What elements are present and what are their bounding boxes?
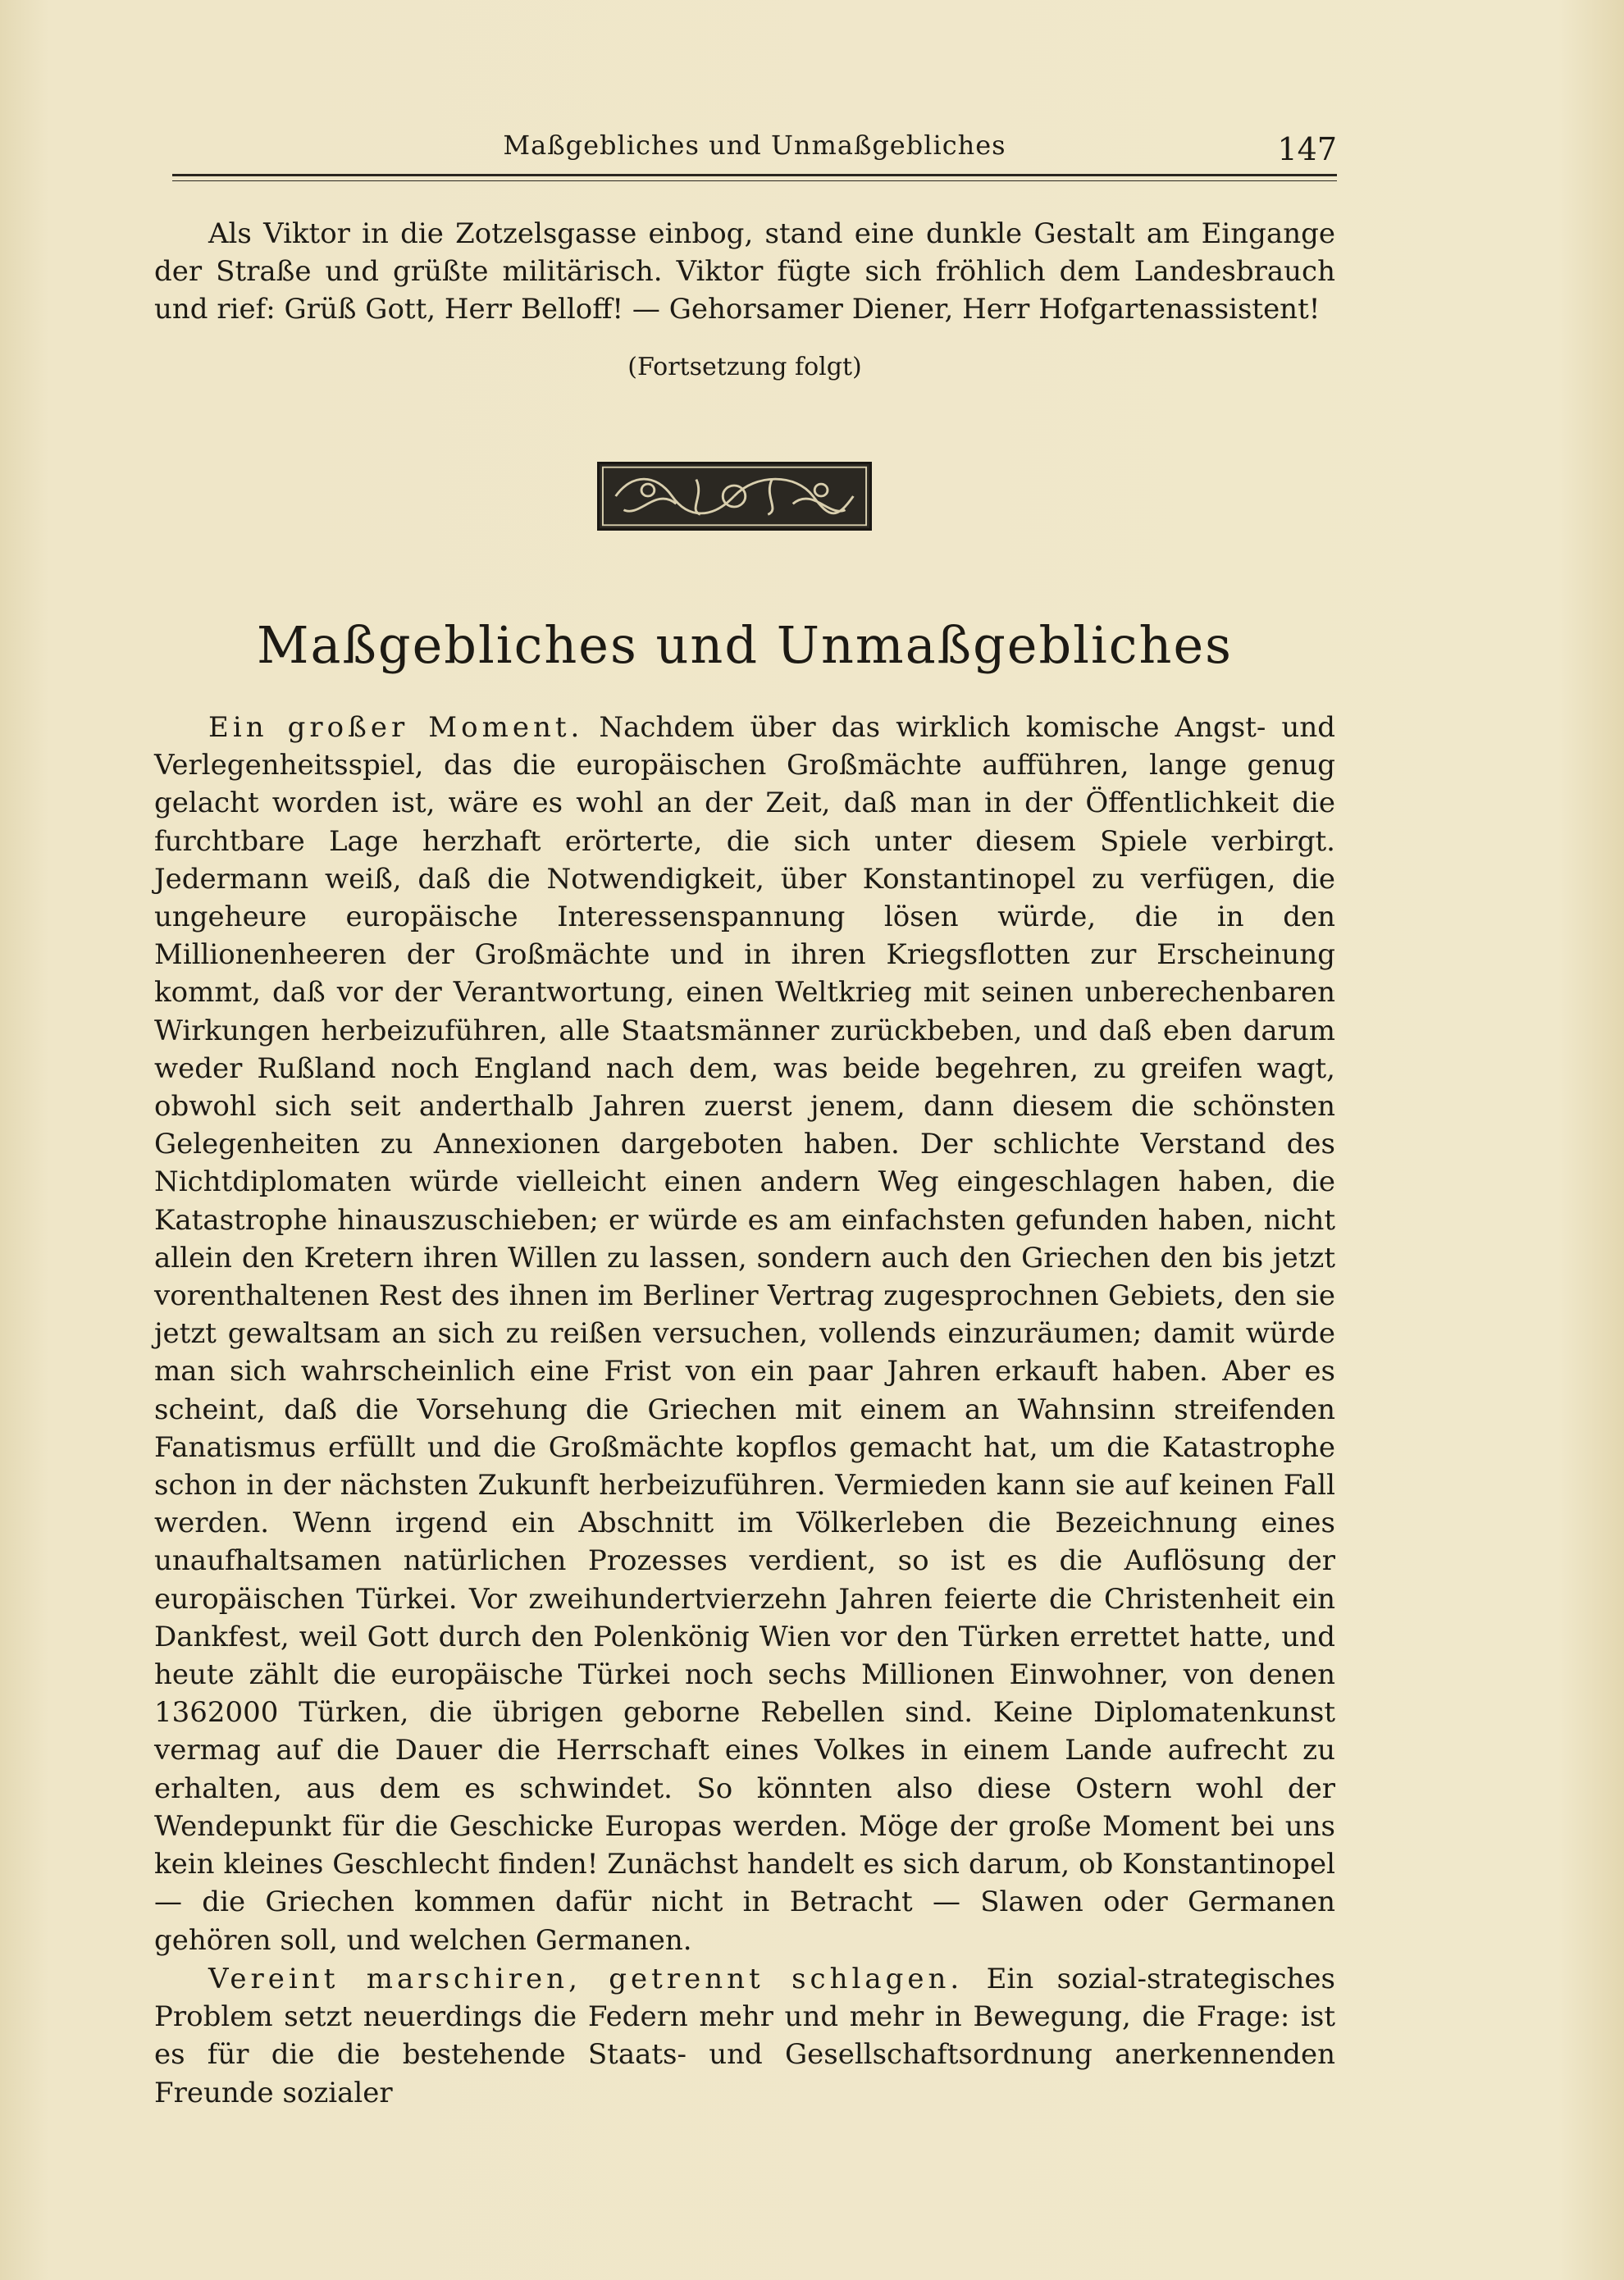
header-rule-thin <box>172 180 1337 181</box>
paragraph-lead-1: Ein großer Moment. <box>208 711 584 744</box>
article-title: Maßgebliches und Unmaßgebliches <box>257 615 1233 675</box>
article-paragraph-1 <box>154 709 1335 1959</box>
running-title: Maßgebliches und Unmaßgebliches <box>503 130 1006 161</box>
page-number: 147 <box>1277 131 1337 167</box>
continuation-note: (Fortsetzung folgt) <box>627 353 862 381</box>
paragraph-lead-2: Vereint marschiren, getrennt schlagen. <box>208 1963 964 1995</box>
continued-paragraph: Als Viktor in die Zotzelsgasse einbog, stand eine dunkle Gestalt am Eingange der Straße und grüßte militärisch. Viktor fügte sich fröhlich dem Landesbrauch und rief: Grüß Gott, Herr Belloff! — Gehorsamer Diener, Herr Hofgartenassistent! <box>154 217 1335 326</box>
ornamental-vignette-icon <box>597 462 872 531</box>
paragraph-body-2: Ein sozial-strategisches Problem setzt neuerdings die Federn mehr und mehr in Bewegung, die Frage: ist es für die die bestehende Staats- und Gesellschaftsordnung anerkennenden Freunde sozialer <box>154 1963 1335 2109</box>
article-paragraph-2 <box>154 1960 1335 2112</box>
page-header <box>172 123 1337 172</box>
header-rule-thick <box>172 174 1337 176</box>
paragraph-body-1: Nachdem über das wirklich komische Angst- und Verlegenheitsspiel, das die europäischen Großmächte aufführen, lange genug gelacht worden ist, wäre es wohl an der Zeit, daß man in der Öffentlichkeit die furchtbare Lage herzhaft erörterte, die sich unter diesem Spiele verbirgt. Jedermann weiß, daß die Notwendigkeit, über Konstantinopel zu verfügen, die ungeheure europäische Interessenspannung lösen würde, die in den Millionenheeren der Großmächte und in ihren Kriegsflotten zur Erscheinung kommt, daß vor der Verantwortung, einen Weltkrieg mit seinen unberechenbaren Wirkungen herbeizuführen, alle Staatsmänner zurückbeben, und daß eben darum weder Rußland noch England nach dem, was beide begehren, zu greifen wagt, obwohl sich seit anderthalb Jahren zuerst jenem, dann diesem die schönsten Gelegenheiten zu Annexionen dargeboten haben. Der schlichte Verstand des Nichtdiplomaten würde vielleicht einen andern Weg eingeschlagen haben, die Katastrophe hinauszuschieben; er würde es am einfachsten gefunden haben, nicht allein den Kretern ihren Willen zu lassen, sondern auch den Griechen den bis jetzt vorenthaltenen Rest des ihnen im Berliner Vertrag zugesprochnen Gebiets, den sie jetzt gewaltsam an sich zu reißen versuchen, vollends einzuräumen; damit würde man sich wahrscheinlich eine Frist von ein paar Jahren erkauft haben. Aber es scheint, daß die Vorsehung die Griechen mit einem an Wahnsinn streifenden Fanatismus erfüllt und die Großmächte kopflos gemacht hat, um die Katastrophe schon in der nächsten Zukunft herbeizuführen. Vermieden kann sie auf keinen Fall werden. Wenn irgend ein Abschnitt im Völkerleben die Bezeichnung eines unaufhaltsamen natürlichen Prozesses verdient, so ist es die Auflösung der europäischen Türkei. Vor zweihundertvierzehn Jahren feierte die Christenheit ein Dankfest, weil Gott durch den Polenkönig Wien vor den Türken errettet hatte, und heute zählt die europäische Türkei noch sechs Millionen Einwohner, von denen 1362000 Türken, die übrigen geborne Rebellen sind. Keine Diplomatenkunst vermag auf die Dauer die Herrschaft eines Volkes in einem Lande aufrecht zu erhalten, aus dem es schwindet. So könnten also diese Ostern wohl der Wendepunkt für die Geschicke Europas werden. Möge der große Moment bei uns kein kleines Geschlecht finden! Zunächst handelt es sich darum, ob Konstantinopel — die Griechen kommen dafür nicht in Betracht — Slawen oder Germanen gehören soll, und welchen Germanen. <box>154 711 1335 1957</box>
